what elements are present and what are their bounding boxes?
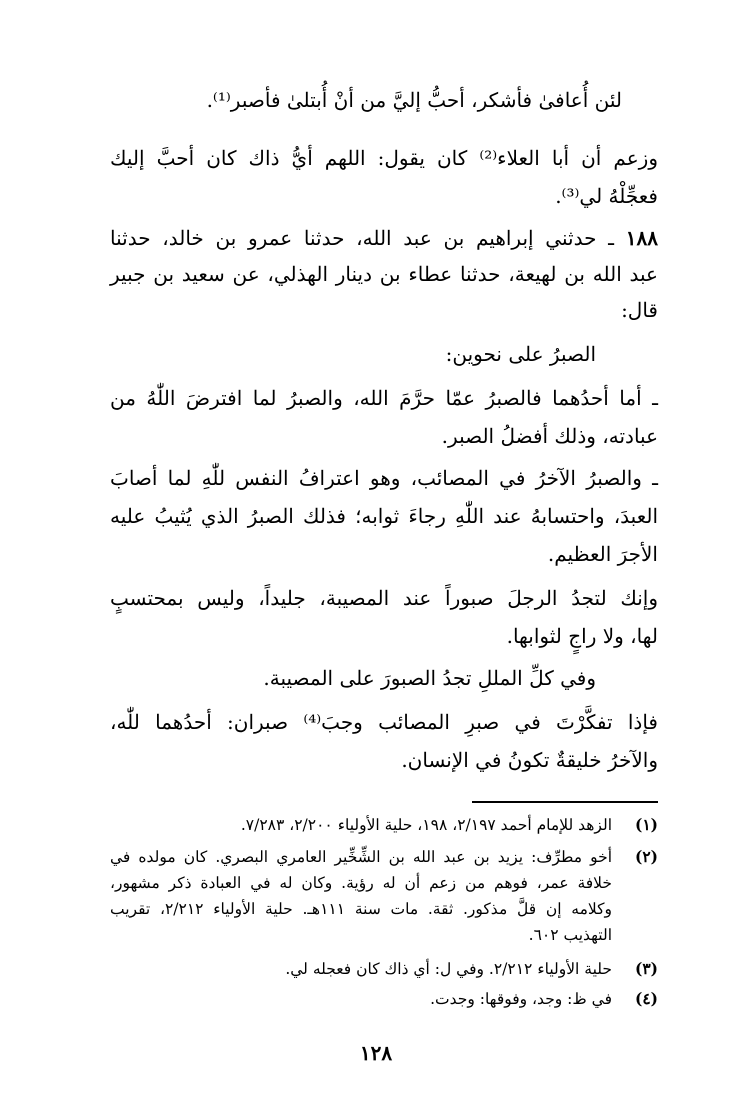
paragraph-3-line-2: عبد الله بن لهيعة، حدثنا عطاء بن دينار الهذلي، عن سعيد بن جبير (110, 262, 658, 286)
footnote-number: (٢) (634, 847, 658, 866)
paragraph-6-line-1: ـ والصبرُ الآخرُ في المصائب، وهو اعترافُ النفس للّٰهِ لما أصابَ (110, 466, 658, 490)
paragraph-9-line-2: والآخرُ خليقةٌ تكونُ في الإنسان. (401, 748, 658, 772)
footnote-text: وكلامه إن قلَّ مذكور. ثقة. مات سنة ١١١هـ. حلية الأولياء ٢/٢١٢، تقريب (110, 900, 613, 918)
paragraph-3-line-1: ـ حدثني إبراهيم بن عبد الله، حدثنا عمرو بن خالد، حدثنا (110, 226, 614, 250)
footnote-text: أخو مطرِّف: يزيد بن عبد الله بن الشِّخِّير العامري البصري. كان مولده في (110, 848, 612, 866)
paragraph-7-line-1: وإنك لتجدُ الرجلَ صبوراً عند المصيبة، جليداً، وليس بمحتسبٍ (110, 586, 658, 610)
paragraph-8: وفي كلِّ المللِ تجدُ الصبورَ على المصيبة. (263, 666, 596, 690)
page-number: ١٢٨ (359, 1041, 393, 1065)
paragraph-3-line-3: قال: (621, 298, 658, 322)
paragraph-5-line-1: ـ أما أحدُهما فالصبرُ عمّا حرَّمَ الله، والصبرُ لما افترضَ اللّٰهُ من (110, 386, 658, 410)
narration-number: ١٨٨ (625, 226, 658, 250)
paragraph-2-line-2: فعجِّلْهُ لي⁽³⁾. (555, 184, 658, 208)
footnote-number: (٣) (634, 959, 658, 978)
paragraph-9-line-1: فإذا تفكَّرْتَ في صبرِ المصائب وجبَ⁽⁴⁾ صبران: أحدُهما للّٰه، (110, 710, 658, 734)
footnote-number: (١) (634, 815, 658, 834)
paragraph-7-line-2: لها، ولا راجٍ لثوابها. (506, 624, 658, 648)
footnote-text: في ظ: وجد، وفوقها: وجدت. (430, 990, 612, 1008)
footnote-separator (472, 801, 658, 803)
paragraph-2-line-1: وزعم أن أبا العلاء⁽²⁾ كان يقول: اللهم أيُّ ذاك كان أحبَّ إليك (110, 146, 658, 170)
paragraph-4: الصبرُ على نحوين: (445, 342, 596, 366)
paragraph-5-line-2: عبادته، وذلك أفضلُ الصبر. (441, 424, 658, 448)
footnote-text: الزهد للإمام أحمد ٢/١٩٧، ١٩٨، حلية الأولياء ٢/٢٠٠، ٧/٢٨٣. (240, 816, 612, 834)
footnote-number: (٤) (634, 989, 658, 1008)
footnote-text: التهذيب ٦٠٢. (528, 926, 612, 944)
paragraph-1: لئن أُعافىٰ فأشكر، أحبُّ إليَّ من أنْ أُبتلىٰ فأصبر⁽¹⁾. (206, 88, 622, 112)
footnote-text: خلافة عمر، فوهم من زعم أن له رؤية. وكان له في العبادة ذكر مشهور، (110, 874, 612, 892)
footnote-text: حلية الأولياء ٢/٢١٢. وفي ل: أي ذاك كان فعجله لي. (285, 960, 612, 978)
paragraph-6-line-3: الأجرَ العظيم. (547, 542, 658, 566)
paragraph-6-line-2: العبدَ، واحتسابهُ عند اللّٰهِ رجاءَ ثوابه؛ فذلك الصبرُ الذي يُثيبُ عليه (110, 504, 658, 528)
